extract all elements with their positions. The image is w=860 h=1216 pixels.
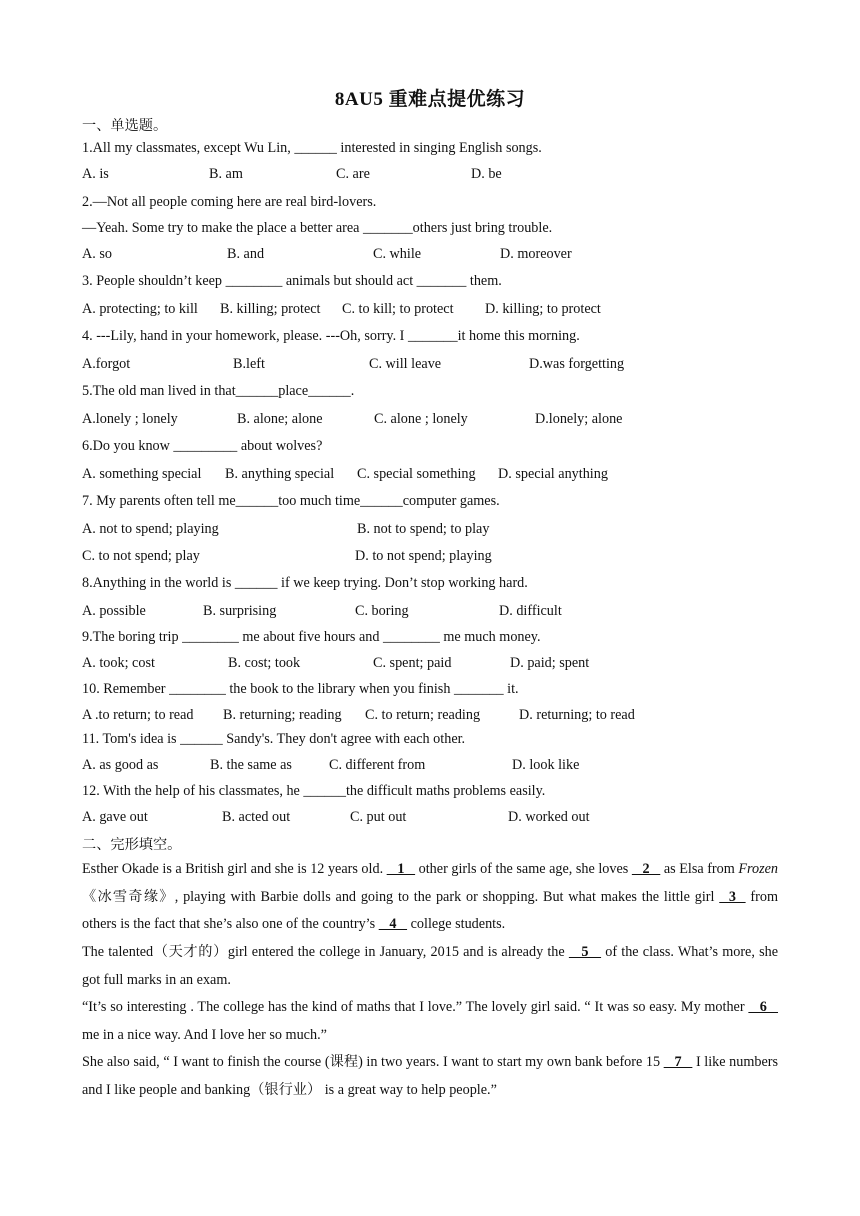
question-stem: 5.The old man lived in that______place______.: [82, 383, 355, 399]
question-stem: 12. With the help of his classmates, he ______the difficult maths problems easily.: [82, 783, 546, 799]
question-stem: 9.The boring trip ________ me about five hours and ________ me much money.: [82, 629, 541, 645]
option-b: B. anything special: [225, 466, 335, 482]
option-b: B. the same as: [210, 757, 292, 773]
option-d: D. killing; to protect: [485, 301, 601, 317]
option-b: B. alone; alone: [237, 411, 323, 427]
question-options: [82, 464, 782, 484]
option-d: D. difficult: [499, 603, 562, 619]
question-stem: 11. Tom's idea is ______ Sandy's. They don't agree with each other.: [82, 731, 466, 747]
option-a: A. as good as: [82, 757, 159, 773]
option-c: C. to return; reading: [365, 707, 481, 723]
question-stem: 2.—Not all people coming here are real bird-lovers.: [82, 194, 377, 210]
paragraph-text: She also said, “ I want to finish the course (课程) in two years. I want to start my own bank before 15: [82, 1054, 664, 1070]
question-stem: 1.All my classmates, except Wu Lin, ______ interested in singing English songs.: [82, 140, 542, 156]
question-options: [82, 164, 782, 184]
option-d: D. to not spend; playing: [355, 548, 492, 564]
question-options: [82, 546, 782, 566]
option-c: C. while: [373, 246, 422, 262]
section-heading-cloze: 二、完形填空。: [82, 837, 182, 853]
paragraph-text: The talented（天才的）girl entered the college in January, 2015 and is already the: [82, 944, 569, 960]
question-options: [82, 409, 782, 429]
question-options: [82, 755, 782, 775]
blank-4[interactable]: 4: [378, 916, 408, 932]
option-c: C. different from: [329, 757, 426, 773]
question-stem: 3. People shouldn’t keep ________ animals but should act _______ them.: [82, 273, 502, 289]
option-d: D. paid; spent: [510, 655, 590, 671]
blank-3[interactable]: 3: [719, 888, 746, 905]
question-options: [82, 807, 782, 827]
option-b: B. returning; reading: [223, 707, 342, 723]
option-b: B. not to spend; to play: [357, 521, 490, 537]
question-stem: 8.Anything in the world is ______ if we keep trying. Don’t stop working hard.: [82, 575, 528, 591]
option-c: C. to not spend; play: [82, 548, 200, 564]
paragraph-text: 《冰雪奇缘》, playing with Barbie dolls and going to the park or shopping. But what makes the little girl: [82, 888, 720, 905]
option-a: A. not to spend; playing: [82, 521, 219, 537]
option-d: D.was forgetting: [529, 356, 625, 372]
paragraph-text: of the class. What’s more, she got full marks in an exam.: [82, 944, 778, 988]
cloze-paragraph: [82, 994, 778, 1049]
cloze-paragraph: [82, 856, 778, 939]
question-stem: 4. ---Lily, hand in your homework, please. ---Oh, sorry. I _______it home this morning.: [82, 328, 580, 344]
option-d: D. worked out: [508, 809, 590, 825]
option-b: B.left: [233, 356, 265, 372]
blank-7[interactable]: 7: [663, 1054, 693, 1070]
option-c: C. spent; paid: [373, 655, 452, 671]
option-a: A. possible: [82, 603, 146, 619]
option-a: A. gave out: [82, 809, 148, 825]
blank-5[interactable]: 5: [568, 944, 602, 960]
paragraph-text: college students.: [407, 916, 506, 932]
cloze-paragraph: [82, 1049, 778, 1104]
question-options: [82, 601, 782, 621]
paragraph-text: “It’s so interesting . The college has the kind of maths that I love.” The lovely girl said. “ It was so easy. My mother: [82, 999, 749, 1015]
blank-1[interactable]: 1: [386, 861, 416, 877]
cloze-paragraph: [82, 939, 778, 994]
option-d: D.lonely; alone: [535, 411, 623, 427]
option-c: C. put out: [350, 809, 407, 825]
option-d: D. be: [471, 166, 502, 182]
page-title: 8AU5 重难点提优练习: [334, 89, 526, 110]
question-stem-reply: —Yeah. Some try to make the place a better area _______others just bring trouble.: [82, 220, 553, 236]
option-b: B. acted out: [222, 809, 291, 825]
paragraph-text: Esther Okade is a British girl and she is 12 years old.: [82, 861, 387, 877]
option-a: A. took; cost: [82, 655, 155, 671]
question-stem: 6.Do you know _________ about wolves?: [82, 438, 323, 454]
option-a: A.lonely ; lonely: [82, 411, 178, 427]
paragraph-text: as Elsa from: [660, 861, 739, 877]
question-options: [82, 705, 782, 725]
option-c: C. will leave: [369, 356, 442, 372]
option-c: C. to kill; to protect: [342, 301, 454, 317]
option-d: D. special anything: [498, 466, 608, 482]
option-d: D. returning; to read: [519, 707, 635, 723]
option-a: A .to return; to read: [82, 707, 194, 723]
option-b: B. cost; took: [228, 655, 301, 671]
question-options: [82, 354, 782, 374]
question-stem: 7. My parents often tell me______too much time______computer games.: [82, 493, 500, 509]
question-options: [82, 519, 782, 539]
option-b: B. am: [209, 166, 243, 182]
blank-6[interactable]: 6: [748, 999, 779, 1015]
option-c: C. special something: [357, 466, 476, 482]
question-stem: 10. Remember ________ the book to the library when you finish _______ it.: [82, 681, 519, 697]
option-b: B. surprising: [203, 603, 277, 619]
option-d: D. moreover: [500, 246, 572, 262]
question-options: [82, 653, 782, 673]
question-options: [82, 244, 782, 264]
paragraph-text: me in a nice way. And I love her so much.”: [82, 1026, 327, 1043]
option-a: A. protecting; to kill: [82, 301, 198, 317]
movie-title: Frozen: [738, 861, 778, 877]
option-a: A. is: [82, 166, 109, 182]
option-a: A. something special: [82, 466, 202, 482]
option-b: B. and: [227, 246, 265, 262]
paragraph-text: I like numbers and I like people and banking（银行业） is a great way to help people.”: [82, 1054, 779, 1098]
paragraph-text: from others is the fact that she’s also one of the country’s: [82, 888, 779, 932]
blank-2[interactable]: 2: [631, 861, 661, 877]
option-c: C. are: [336, 166, 370, 182]
option-a: A.forgot: [82, 356, 131, 372]
option-c: C. alone ; lonely: [374, 411, 468, 427]
option-c: C. boring: [355, 603, 409, 619]
option-b: B. killing; protect: [220, 301, 321, 317]
paragraph-text: other girls of the same age, she loves: [415, 861, 632, 877]
section-heading-single-choice: 一、单选题。: [82, 118, 168, 134]
option-a: A. so: [82, 246, 112, 262]
option-d: D. look like: [512, 757, 580, 773]
question-options: [82, 299, 782, 319]
